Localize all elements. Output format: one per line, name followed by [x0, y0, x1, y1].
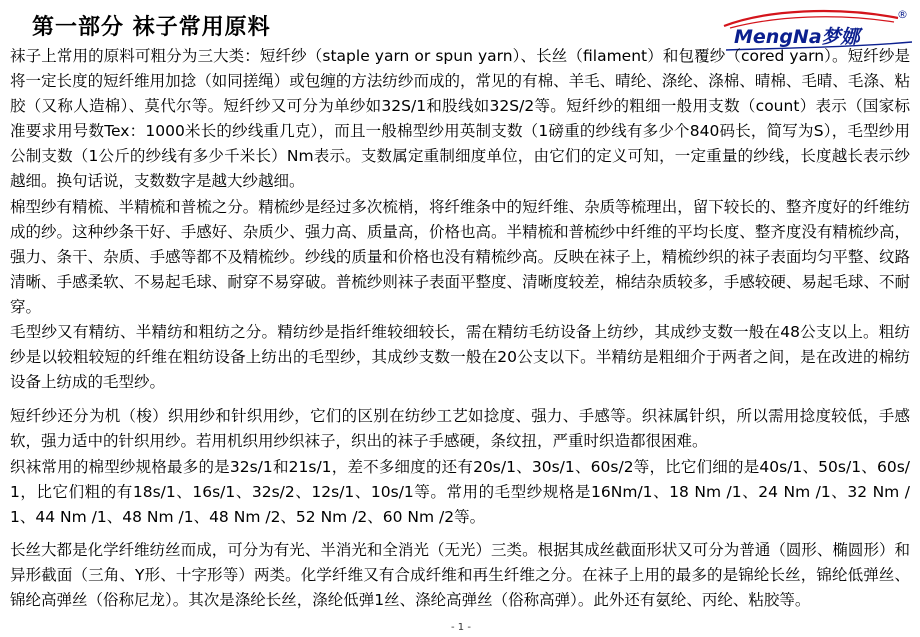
paragraph-cotton-yarn: 棉型纱有精梳、半精梳和普梳之分。精梳纱是经过多次梳梢，将纤维条中的短纤维、杂质等梳理出，留下较长的、整齐度好的纤维纺成的纱。这种纱条干好、手感好、杂质少、强力高、质量高，价格也高。半精梳和普梳纱中纤维的平均长度、整齐度没有精梳纱高，强力、条干、杂质、手感等都不及精梳纱。纱线的质量和价格也没有精梳纱高。反映在袜子上，精梳纱织的袜子表面均匀平整、纹路清晰、手感柔软、不易起毛球、耐穿不易穿破。普梳纱则袜子表面平整度、清晰度较差，棉结杂质较多，手感较硬、易起毛球、不耐穿。 [10, 197, 910, 316]
paragraph-yarn-specs: 织袜常用的棉型纱规格最多的是32s/1和21s/1，差不多细度的还有20s/1、30s/1、60s/2等，比它们细的是40s/1、50s/1、60s/1，比它们粗的有18s/1、16s/1、32s/2、12s/1、10s/1等。常用的毛型纱规格是16Nm/1、18 Nm /1、24 Nm /1、32 Nm /1、44 Nm /1、48 Nm /1、48 Nm /2、52 Nm /2、60 Nm /2等。 [10, 457, 910, 526]
paragraph-knitting-yarn: 短纤纱还分为机（梭）织用纱和针织用纱，它们的区别在纺纱工艺如捻度、强力、手感等。织袜属针织，所以需用捻度较低，手感软，强力适中的针织用纱。若用机织用纱织袜子，织出的袜子手感硬，条纹扭，严重时织造都很困难。 [10, 407, 910, 451]
paragraph-wool-yarn: 毛型纱又有精纺、半精纺和粗纺之分。精纺纱是指纤维较细较长，需在精纺毛纺设备上纺纱，其成纱支数一般在48公支以上。粗纺纱是以较粗较短的纤维在粗纺设备上纺出的毛型纱，其成纱支数一般在20公支以下。半精纺是粗细介于两者之间，是在改进的棉纺设备上纺成的毛型纱。 [10, 323, 910, 392]
document-body [10, 44, 910, 613]
logo-text: MengNa梦娜 [734, 26, 860, 48]
paragraph-staple-yarn: 袜子上常用的原料可粗分为三大类：短纤纱（staple yarn or spun yarn）、长丝（filament）和包覆纱（cored yarn）。短纤纱是将一定长度的短纤维用加捻（如同搓绳）或包缠的方法纺纱而成的，常见的有棉、羊毛、晴纶、涤纶、涤棉、晴棉、毛晴、毛涤、粘胶（又称人造棉）、莫代尔等。短纤纱又可分为单纱如32S/1和股线如32S/2等。短纤纱的粗细一般用支数（count）表示（国家标准要求用号数Tex：1000米长的纱线重几克），而且一般棉型纱用英制支数（1磅重的纱线有多少个840码长，简写为S），毛型纱用公制支数（1公斤的纱线有多少千米长）Nm表示。支数属定重制细度单位，由它们的定义可知，一定重量的纱线，长度越长表示纱越细。换句话说，支数数字是越大纱越细。 [10, 47, 910, 191]
registered-mark: ® [897, 8, 908, 21]
paragraph-filament: 长丝大都是化学纤维纺丝而成，可分为有光、半消光和全消光（无光）三类。根据其成丝截面形状又可分为普通（圆形、椭圆形）和异形截面（三角、Y形、十字形等）两类。化学纤维又有合成纤维和再生纤维之分。在袜子上用的最多的是锦纶长丝，锦纶低弹丝、锦纶高弹丝（俗称尼龙）。其次是涤纶长丝，涤纶低弹1丝、涤纶高弹丝（俗称高弹）。此外还有氨纶、丙纶、粘胶等。 [10, 540, 910, 609]
page-title: 第一部分 袜子常用原料 [32, 15, 271, 40]
page-number: - 1 - [451, 622, 471, 633]
